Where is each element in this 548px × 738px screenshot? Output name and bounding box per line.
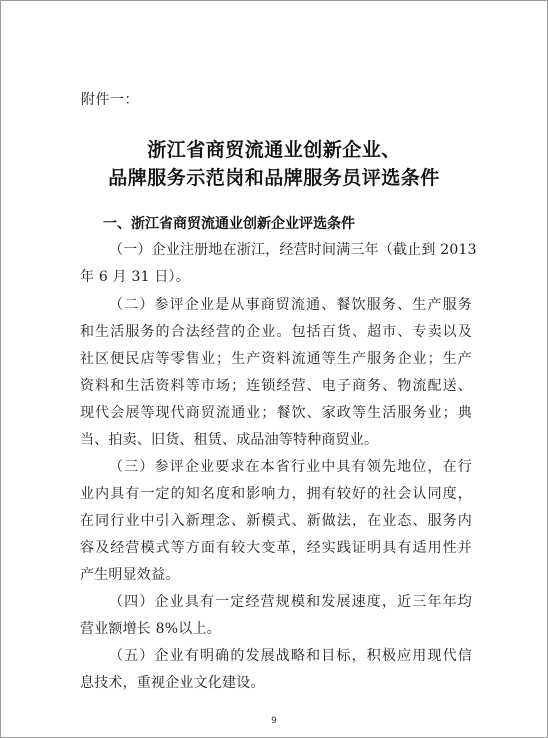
body-line-11: 在同行业中引入新理念、新模式、新做法，在业态、服务内	[80, 513, 472, 529]
body-line-3: （二）参评企业是从事商贸流通、餐饮服务、生产服务	[109, 297, 472, 313]
body-line-14: （四）企业具有一定经营规模和发展速度，近三年年均	[109, 594, 472, 610]
body-line-13: 产生明显效益。	[80, 567, 180, 583]
body-line-5: 社区便民店等零售业；生产资料流通等生产服务企业；生产	[80, 351, 472, 367]
body-line-2: 年 6 月 31 日）。	[80, 269, 190, 285]
body-line-4: 和生活服务的合法经营的企业。包括百货、超市、专卖以及	[80, 324, 472, 340]
page-number: 9	[271, 716, 277, 726]
body-line-10: 业内具有一定的知名度和影响力，拥有较好的社会认同度，	[80, 486, 472, 502]
body-line-15: 营业额增长 8%以上。	[80, 621, 221, 637]
body-line-1: （一）企业注册地在浙江，经营时间满三年（截止到 2013	[109, 242, 477, 258]
body-line-6: 资料和生活资料等市场；连锁经营、电子商务、物流配送、	[80, 378, 472, 394]
body-line-17: 息技术，重视企业文化建设。	[80, 675, 265, 691]
body-line-9: （三）参评企业要求在本省行业中具有领先地位，在行	[109, 459, 472, 475]
annex-label: 附件一：	[81, 92, 139, 108]
body-line-16: （五）企业有明确的发展战略和目标，积极应用现代信	[109, 648, 472, 664]
document-title-line-2: 品牌服务示范岗和品牌服务员评选条件	[108, 167, 440, 189]
body-line-7: 现代会展等现代商贸流通业；餐饮、家政等生活服务业；典	[80, 405, 472, 421]
document-title-line-1: 浙江省商贸流通业创新企业、	[147, 139, 401, 161]
body-line-12: 容及经营模式等方面有较大变革，经实践证明具有适用性并	[80, 540, 472, 556]
body-line-8: 当、拍卖、旧货、租赁、成品油等特种商贸业。	[80, 432, 379, 448]
section-heading: 一、浙江省商贸流通业创新企业评选条件	[103, 216, 355, 232]
